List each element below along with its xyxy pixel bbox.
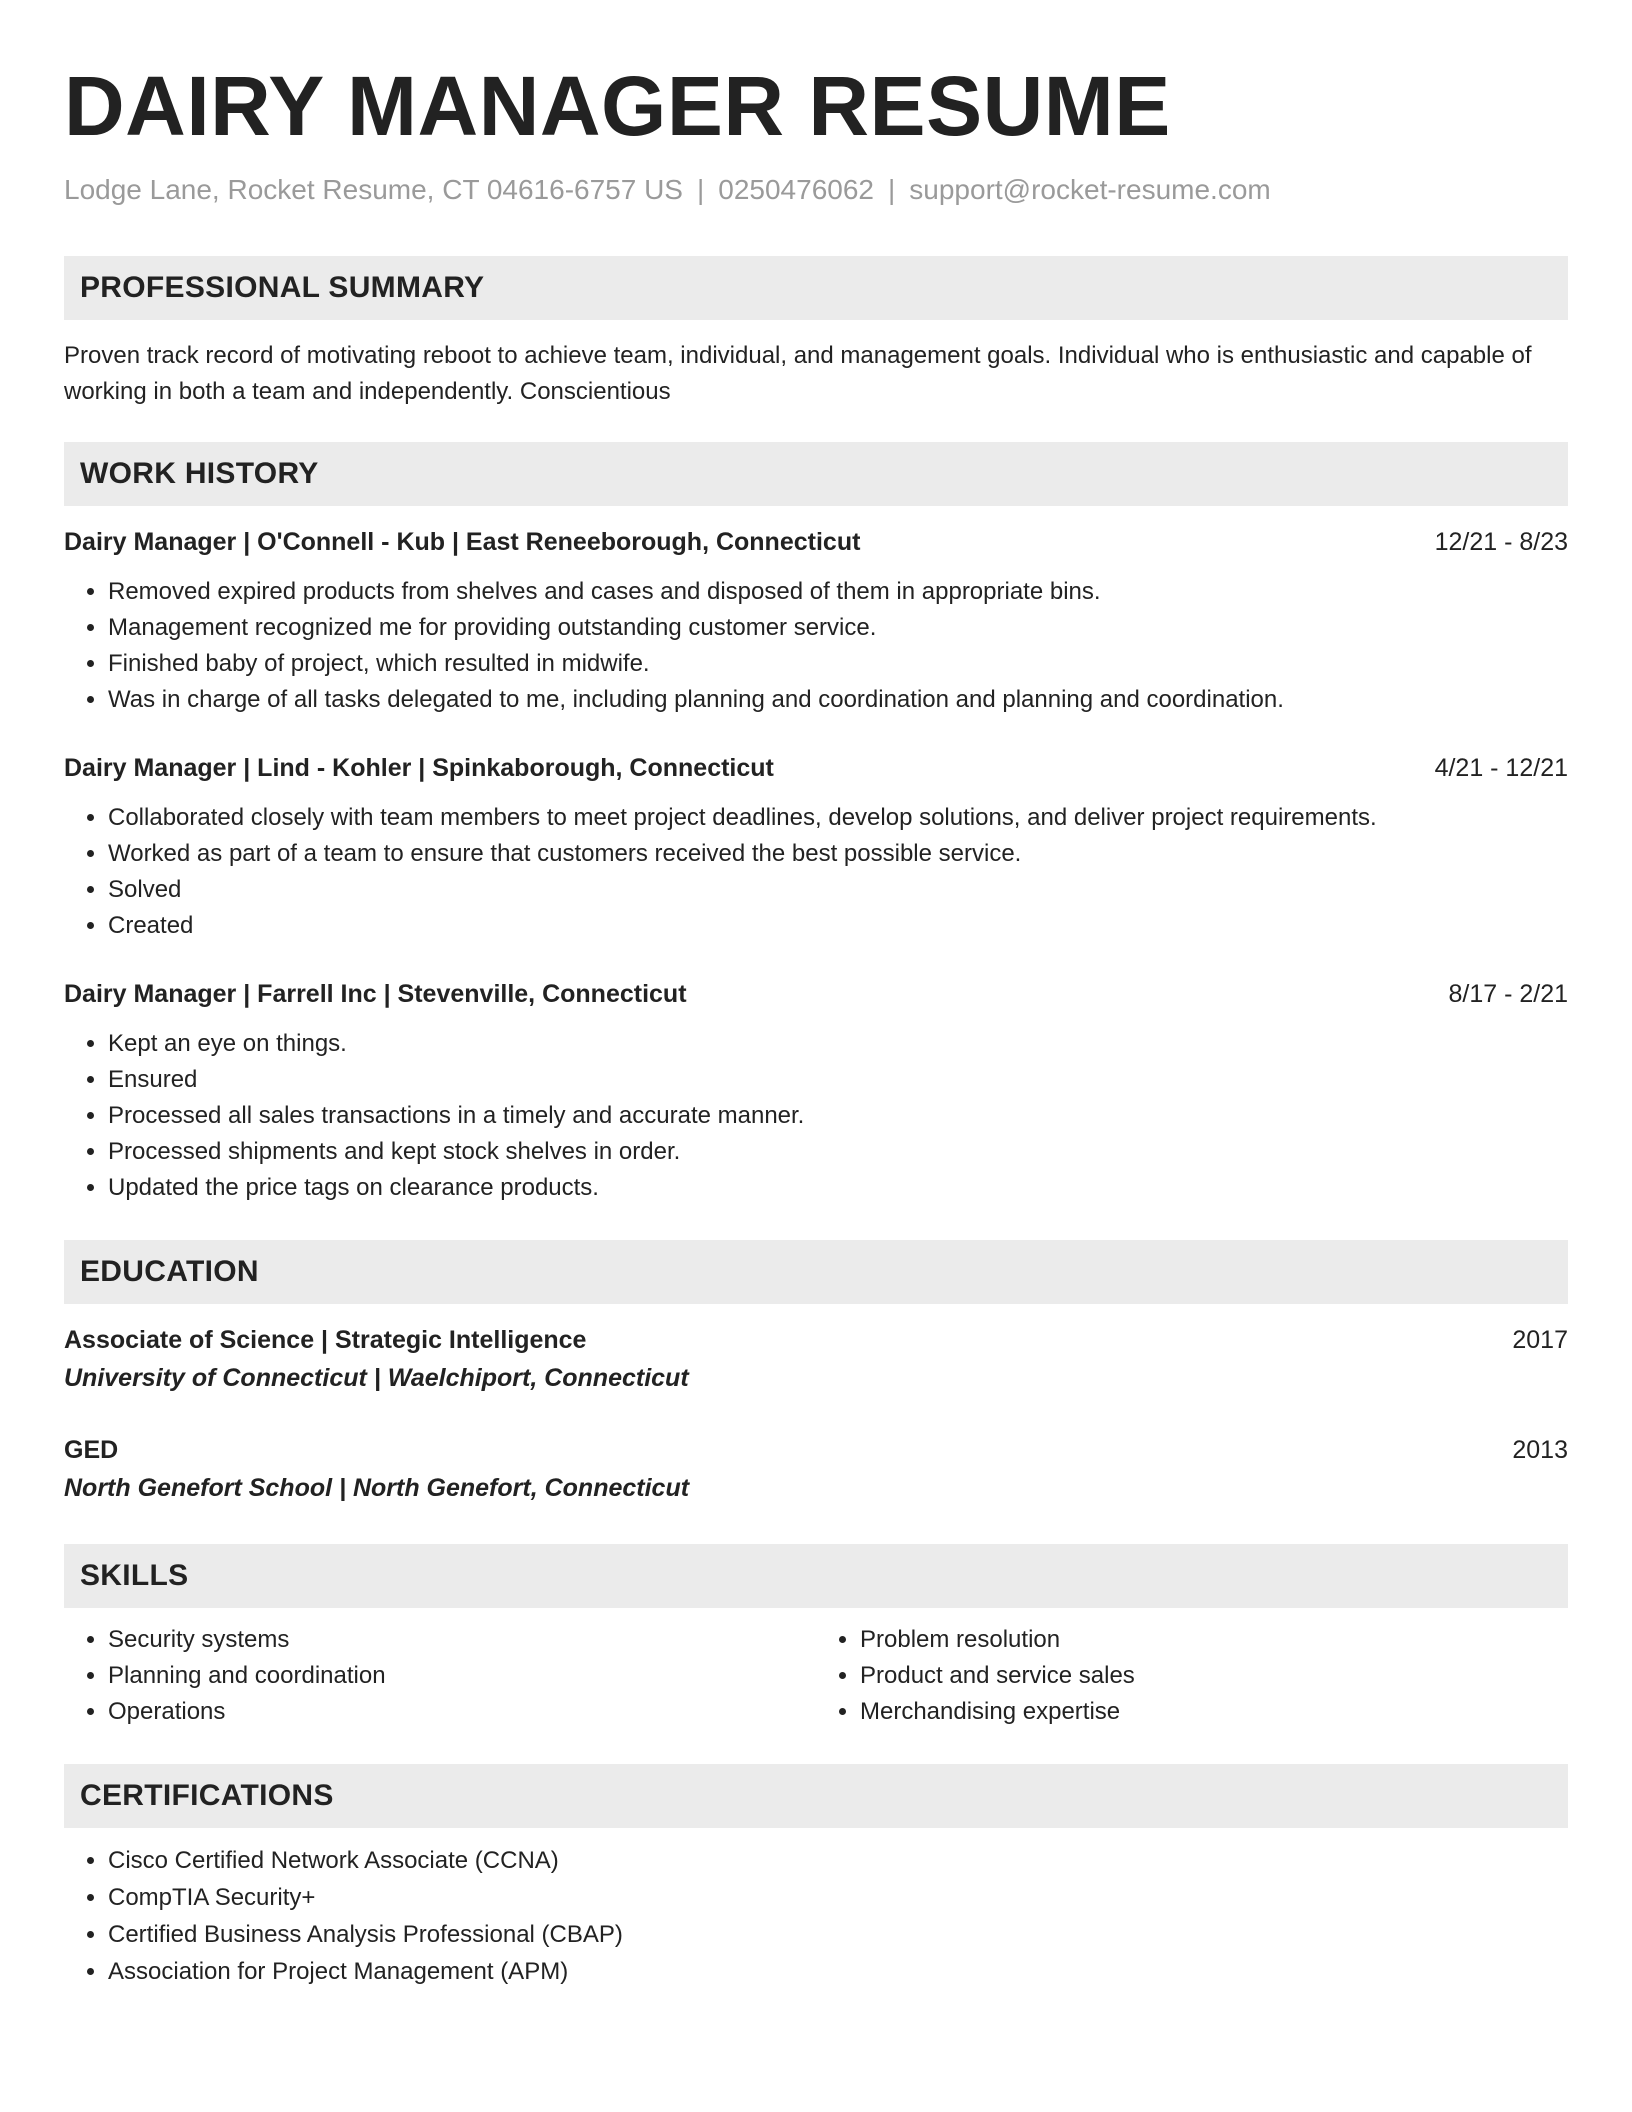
job-dates: 12/21 - 8/23 — [1434, 528, 1568, 556]
job-entry — [64, 524, 1568, 718]
job-bullet: • Worked as part of a team to ensure that customers received the best possible service. — [108, 836, 1568, 872]
job-entry — [64, 976, 1568, 1206]
skills-column-right — [816, 1622, 1568, 1730]
skill-item: • Security systems — [108, 1622, 816, 1658]
contact-email: support@rocket-resume.com — [909, 174, 1271, 205]
work-history-section — [64, 442, 1568, 1206]
education-heading: EDUCATION — [64, 1240, 1568, 1304]
job-bullet: • Created — [108, 908, 1568, 944]
skills-heading: SKILLS — [64, 1544, 1568, 1608]
job-title: Dairy Manager | O'Connell - Kub | East Reneeborough, Connecticut — [64, 528, 861, 556]
education-year: 2017 — [1512, 1326, 1568, 1354]
job-bullet: • Collaborated closely with team members to meet project deadlines, develop solutions, and deliver project requirements. — [108, 800, 1568, 836]
certification-item: • Cisco Certified Network Associate (CCNA) — [108, 1842, 1568, 1879]
job-dates: 4/21 - 12/21 — [1434, 754, 1568, 782]
contact-phone: 0250476062 — [718, 174, 874, 205]
skills-column-left — [64, 1622, 816, 1730]
job-bullet: • Was in charge of all tasks delegated to me, including planning and coordination and planning and coordination. — [108, 682, 1568, 718]
education-section — [64, 1240, 1568, 1508]
job-dates: 8/17 - 2/21 — [1448, 980, 1568, 1008]
job-bullet: • Solved — [108, 872, 1568, 908]
job-title: Dairy Manager | Farrell Inc | Stevenville, Connecticut — [64, 980, 687, 1008]
education-entry — [64, 1432, 1568, 1508]
education-school: University of Connecticut | Waelchiport, Connecticut — [64, 1364, 689, 1392]
summary-text: Proven track record of motivating reboot to achieve team, individual, and management goals. Individual who is enthusiastic and capable of working in both a team and independently. Conscientious — [64, 342, 1532, 405]
job-bullet: • Ensured — [108, 1062, 1568, 1098]
education-school: North Genefort School | North Genefort, Connecticut — [64, 1474, 690, 1502]
job-bullet: • Updated the price tags on clearance products. — [108, 1170, 1568, 1206]
job-bullets — [64, 1026, 1568, 1206]
certification-item: • Certified Business Analysis Professional (CBAP) — [108, 1916, 1568, 1953]
certification-item: • CompTIA Security+ — [108, 1879, 1568, 1916]
education-entry — [64, 1322, 1568, 1398]
summary-heading: PROFESSIONAL SUMMARY — [64, 256, 1568, 320]
skills-grid — [64, 1622, 1568, 1730]
certifications-section — [64, 1764, 1568, 1990]
skill-item: • Problem resolution — [860, 1622, 1568, 1658]
contact-line — [64, 172, 1568, 208]
contact-address: Lodge Lane, Rocket Resume, CT 04616-6757 US — [64, 174, 683, 205]
job-bullet: • Processed all sales transactions in a timely and accurate manner. — [108, 1098, 1568, 1134]
job-title: Dairy Manager | Lind - Kohler | Spinkaborough, Connecticut — [64, 754, 774, 782]
skills-section — [64, 1544, 1568, 1730]
job-bullet: • Management recognized me for providing outstanding customer service. — [108, 610, 1568, 646]
education-degree: GED — [64, 1436, 119, 1464]
certifications-heading: CERTIFICATIONS — [64, 1764, 1568, 1828]
job-bullet: • Removed expired products from shelves and cases and disposed of them in appropriate bins. — [108, 574, 1568, 610]
job-entry — [64, 750, 1568, 944]
job-bullets — [64, 574, 1568, 718]
summary-section — [64, 256, 1568, 410]
skill-item: • Merchandising expertise — [860, 1694, 1568, 1730]
job-bullet: • Processed shipments and kept stock shelves in order. — [108, 1134, 1568, 1170]
job-bullet: • Finished baby of project, which resulted in midwife. — [108, 646, 1568, 682]
contact-separator: | — [696, 174, 705, 205]
job-bullet: • Kept an eye on things. — [108, 1026, 1568, 1062]
contact-separator: | — [888, 174, 896, 205]
education-degree: Associate of Science | Strategic Intelligence — [64, 1326, 587, 1354]
skill-item: • Planning and coordination — [108, 1658, 816, 1694]
certification-item: • Association for Project Management (APM) — [108, 1953, 1568, 1990]
work-history-heading: WORK HISTORY — [64, 442, 1568, 506]
education-year: 2013 — [1512, 1436, 1568, 1464]
resume-title: DAIRY MANAGER RESUME — [64, 59, 1171, 153]
certifications-list — [64, 1842, 1568, 1990]
skill-item: • Operations — [108, 1694, 816, 1730]
skill-item: • Product and service sales — [860, 1658, 1568, 1694]
job-bullets — [64, 800, 1568, 944]
